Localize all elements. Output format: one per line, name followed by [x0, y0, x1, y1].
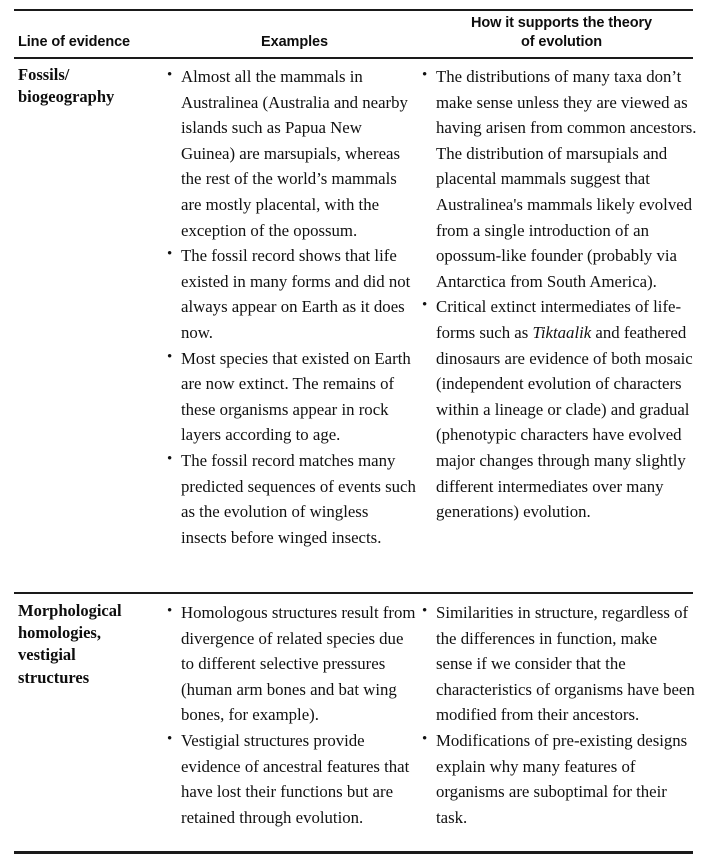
row-label-line: vestigial	[18, 645, 76, 665]
column-header-line-of-evidence: Line of evidence	[18, 34, 131, 50]
examples-bullet-list	[167, 600, 416, 830]
list-item: • The fossil record matches many predicted sequences of events such as the evolution of wingless insects before winged insects.	[167, 448, 416, 550]
table-header-row	[0, 11, 701, 57]
row-examples-cell	[167, 600, 422, 830]
row-label-line: homologies,	[18, 623, 101, 643]
examples-bullet-list	[167, 64, 416, 550]
support-bullet-list	[422, 64, 697, 525]
table-row	[0, 600, 701, 830]
support-bullet-list	[422, 600, 697, 830]
row-support-cell	[422, 64, 701, 525]
row-support-cell	[422, 600, 701, 830]
table-header-rule	[14, 57, 693, 59]
row-label-line: biogeography	[18, 87, 115, 107]
column-header-support	[422, 14, 701, 57]
list-item: • Most species that existed on Earth are now extinct. The remains of these organisms appear in rock layers according to age.	[167, 346, 416, 448]
column-header-support-line-2: of evolution	[521, 34, 602, 50]
list-item: • Modifications of pre-existing designs explain why many features of organisms are suboptimal for their task.	[422, 728, 697, 830]
table-row-separator-rule	[14, 592, 693, 594]
list-item: • Critical extinct intermediates of life-forms such as Tiktaalik and feathered dinosaurs are evidence of both mosaic (independent evolution of characters within a lineage or clade) and gradual (phenotypic characters have evolved major changes through many slightly different intermediates over many generations) evolution.	[422, 294, 697, 524]
column-header-support-line-1: How it supports the theory	[470, 15, 653, 31]
row-label-line: Morphological	[18, 601, 122, 620]
row-label-morphological-homologies	[0, 600, 167, 689]
row-examples-cell	[167, 64, 422, 550]
row-label-line: Fossils/	[18, 65, 70, 84]
table-bottom-rule	[14, 851, 693, 854]
table-row	[0, 64, 701, 550]
list-item: • Similarities in structure, regardless of the differences in function, make sense if we consider that the characteristics of organisms have been modified from their ancestors.	[422, 600, 697, 728]
column-header-examples: Examples	[261, 34, 328, 50]
list-item: • Almost all the mammals in Australinea (Australia and nearby islands such as Papua New Guinea) are marsupials, whereas the rest of the world’s mammals are mostly placental, with the exception of the opossum.	[167, 64, 416, 243]
list-item: • The fossil record shows that life existed in many forms and did not always appear on Earth as it does now.	[167, 243, 416, 345]
row-label-line: structures	[18, 667, 90, 687]
list-item: • Homologous structures result from divergence of related species due to different selective pressures (human arm bones and bat wing bones, for example).	[167, 600, 416, 728]
list-item: • Vestigial structures provide evidence of ancestral features that have lost their functions but are retained through evolution.	[167, 728, 416, 830]
list-item: • The distributions of many taxa don’t make sense unless they are viewed as having arisen from common ancestors. The distribution of marsupials and placental mammals suggest that Australinea's mammals likely evolved from a single introduction of an opossum-like founder (probably via Antarctica from South America).	[422, 64, 697, 294]
row-label-fossils-biogeography	[0, 64, 167, 108]
